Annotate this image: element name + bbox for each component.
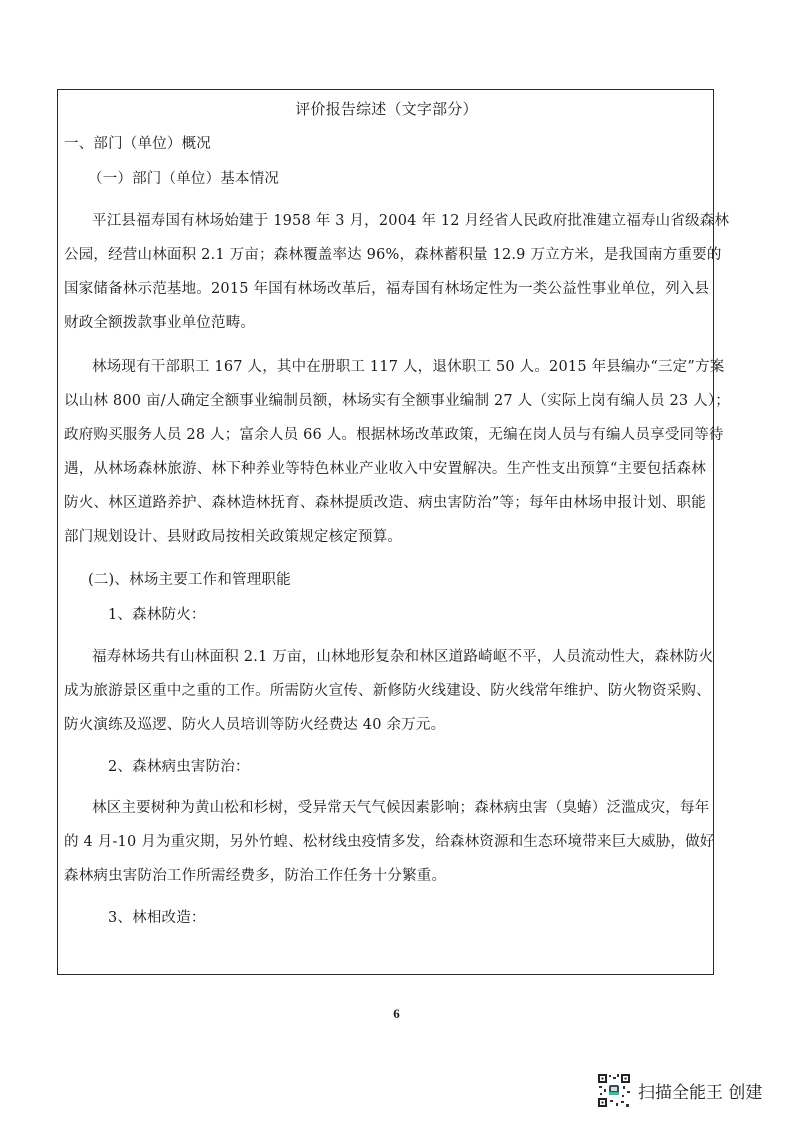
paragraph-line: 部门规划设计、县财政局按相关政策规定核定预算。 xyxy=(64,529,403,545)
report-frame xyxy=(57,89,730,975)
paragraph-line: 公园，经营山林面积 2.1 万亩；森林覆盖率达 96%，森林蓄积量 12.9 万立方米，是我国南方重要的 xyxy=(64,247,722,263)
scanner-watermark: 扫描全能王 创建 xyxy=(638,1083,763,1103)
report-title: 评价报告综述（文字部分） xyxy=(295,100,478,118)
paragraph-line: 以山林 800 亩/人确定全额事业编制员额，林场实有全额事业编制 27 人（实际上岗有编人员 23 人）； xyxy=(64,393,730,409)
paragraph-line: 防火演练及巡逻、防火人员培训等防火经费达 40 余万元。 xyxy=(64,717,446,733)
section-heading-overview: 一、部门（单位）概况 xyxy=(64,136,211,152)
subsection-heading-main-duties: (二)、林场主要工作和管理职能 xyxy=(88,572,291,588)
paragraph-line: 平江县福寿国有林场始建于 1958 年 3 月，2004 年 12 月经省人民政府批准建立福寿山省级森林 xyxy=(92,213,730,229)
paragraph-line: 福寿林场共有山林面积 2.1 万亩，山林地形复杂和林区道路崎岖不平，人员流动性大，森林防火 xyxy=(92,649,714,665)
item-heading-forest-reform: 3、林相改造： xyxy=(108,910,206,926)
paragraph-line: 财政全额拨款事业单位范畴。 xyxy=(64,315,256,331)
paragraph-line: 林场现有干部职工 167 人，其中在册职工 117 人，退休职工 50 人。2015 年县编办“三定”方案 xyxy=(92,359,725,375)
subsection-heading-basic-info: （一）部门（单位）基本情况 xyxy=(88,171,280,187)
paragraph-line: 政府购买服务人员 28 人；富余人员 66 人。根据林场改革政策，无编在岗人员与有编人员享受同等待 xyxy=(64,427,724,443)
paragraph-line: 成为旅游景区重中之重的工作。所需防火宣传、新修防火线建设、防火线常年维护、防火物资采购、 xyxy=(64,683,711,699)
paragraph-line: 防火、林区道路养护、森林造林抚育、森林提质改造、病虫害防治”等；每年由林场申报计划、职能 xyxy=(64,495,706,511)
page-number: 6 xyxy=(393,1006,400,1021)
paragraph-line: 森林病虫害防治工作所需经费多，防治工作任务十分繁重。 xyxy=(64,868,447,884)
paragraph-line: 国家储备林示范基地。2015 年国有林场改革后，福寿国有林场定性为一类公益性事业单位，列入县 xyxy=(64,281,710,297)
paragraph-line: 遇，从林场森林旅游、林下种养业等特色林业产业收入中安置解决。生产性支出预算“主要包括森林 xyxy=(64,461,706,477)
item-heading-fire-prevention: 1、森林防火： xyxy=(108,607,206,623)
paragraph-line: 的 4 月-10 月为重灾期，另外竹蝗、松材线虫疫情多发，给森林资源和生态环境带来巨大威胁，做好 xyxy=(64,834,715,850)
qr-code-icon xyxy=(597,1073,631,1108)
item-heading-pest-control: 2、森林病虫害防治： xyxy=(108,759,250,775)
paragraph-line: 林区主要树种为黄山松和杉树，受异常天气气候因素影响；森林病虫害（臭蝽）泛滥成灾，每年 xyxy=(92,800,710,816)
